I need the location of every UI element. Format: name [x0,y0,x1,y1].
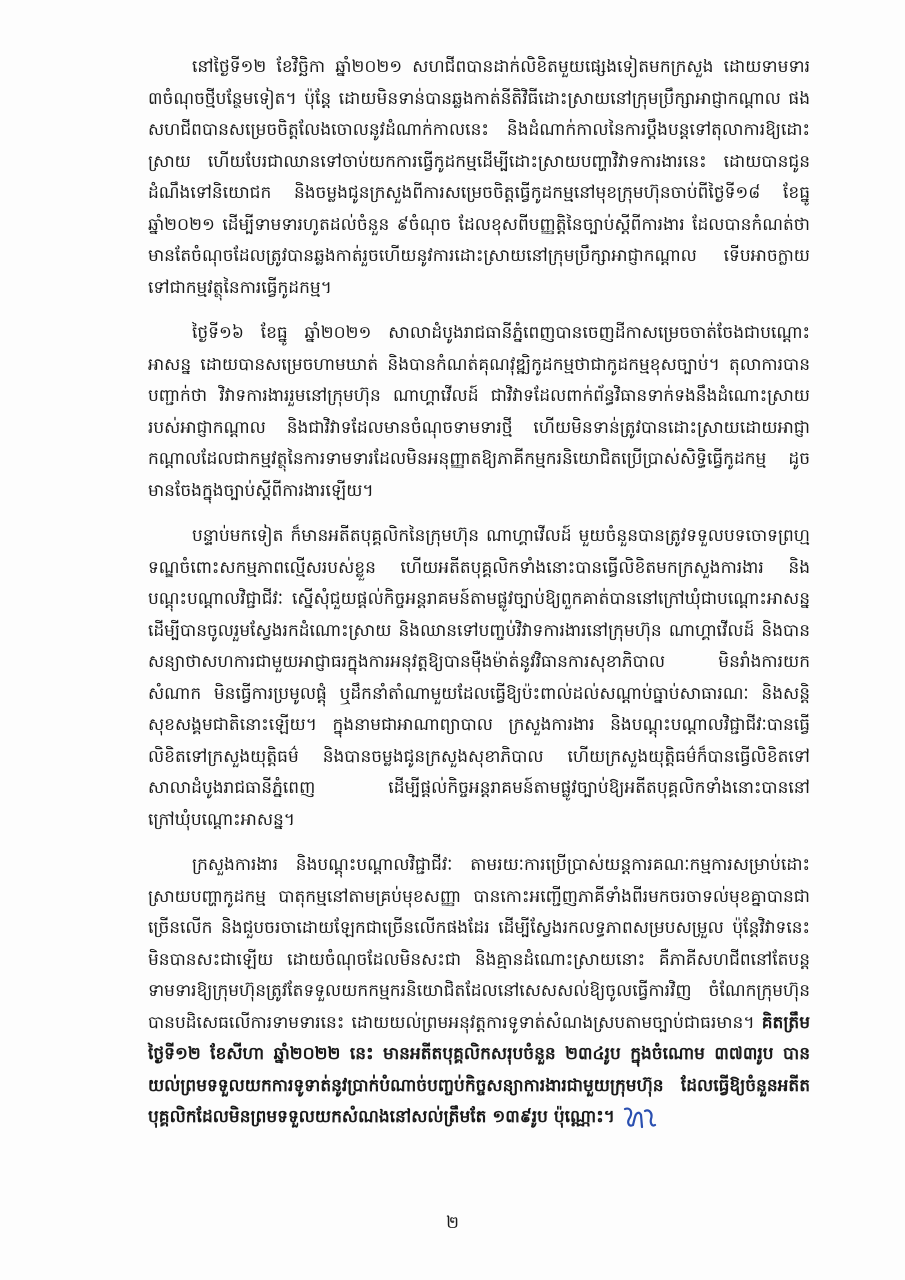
page-number: ២ [446,1213,459,1233]
paragraph-4 [148,850,810,1134]
paragraph-2: ថ្ងៃទី១៦ ខែធ្នូ ឆ្នាំ២០២១ សាលាដំបូងរាជធានីភ្នំពេញបានចេញដីកាសម្រេចចាត់ចែងជាបណ្តោះអាសន្ន ដោយបានសម្រេចហាមឃាត់ និងបានកំណត់គុណវុឌ្ឍិកូដកម្មថាជាកូដកម្មខុសច្បាប់។ តុលាការបានបញ្ជាក់ថា វិវាទការងាររួមនៅក្រុមហ៊ុន ណាហ្គាវើលដ៍ ជាវិវាទដែលពាក់ព័ន្ធវិធានទាក់ទងនឹងដំណោះស្រាយរបស់អាជ្ញាកណ្តាល និងជាវិវាទដែលមានចំណុចទាមទារថ្មី ហើយមិនទាន់ត្រូវបានដោះស្រាយដោយអាជ្ញាកណ្តាលដែលជាកម្មវត្ថុនៃការទាមទារដែលមិនអនុញ្ញាតឱ្យភាគីកម្មករនិយោជិតប្រើប្រាស់សិទ្ធិធ្វើកូដកម្ម ដូចមានចែងក្នុងច្បាប់ស្តីពីការងារឡើយ។ [148,323,810,501]
paragraph-3: បន្ទាប់មកទៀត ក៏មានអតីតបុគ្គលិកនៃក្រុមហ៊ុន ណាហ្គាវើលដ៍ មួយចំនួនបានត្រូវទទួលបទចោទព្រហ្មទណ្ឌចំពោះសកម្មភាពល្មើសរបស់ខ្លួន ហើយអតីតបុគ្គលិកទាំងនោះបានធ្វើលិខិតមកក្រសួងការងារ និងបណ្តុះបណ្តាលវិជ្ជាជីវៈ ស្នើសុំជួយផ្តល់កិច្ចអន្តរាគមន៍តាមផ្លូវច្បាប់ឱ្យពួកគាត់បាននៅក្រៅឃុំជាបណ្តោះអាសន្ន ដើម្បីបានចូលរួមស្វែងរកដំណោះស្រាយ និងឈានទៅបញ្ចប់វិវាទការងារនៅក្រុមហ៊ុន ណាហ្គាវើលដ៍ និងបានសន្យាថាសហការជាមួយអាជ្ញាធរក្នុងការអនុវត្តឱ្យបានម៉ឺងម៉ាត់នូវវិធានការសុខាភិបាល មិនរាំងការយកសំណាក មិនធ្វើការប្រមូលផ្តុំ ឬដឹកនាំតាំណាមួយដែលធ្វើឱ្យប៉ះពាល់ដល់សណ្តាប់ធ្នាប់សាធារណៈ និងសន្តិសុខសង្គមជាតិនោះឡើយ។ ក្នុងនាមជាអាណាព្យាបាល ក្រសួងការងារ និងបណ្តុះបណ្តាលវិជ្ជាជីវៈបានធ្វើលិខិតទៅក្រសួងយុត្តិធម៌ និងបានចម្លងជូនក្រសួងសុខាភិបាល ហើយក្រសួងយុត្តិធម៌ក៏បានធ្វើលិខិតទៅសាលាដំបូងរាជធានីភ្នំពេញ ដើម្បីផ្តល់កិច្ចអន្តរាគមន៍តាមផ្លូវច្បាប់ឱ្យអតីតបុគ្គលិកទាំងនោះបាននៅក្រៅឃុំបណ្តោះអាសន្ន។ [148,526,810,830]
closing-bold-text: គិតត្រឹមថ្ងៃទី១២ ខែសីហា ឆ្នាំ២០២២ នេះ មានអតីតបុគ្គលិកសរុបចំនួន ២៣៤រូប ក្នុងចំណោម ៣៧៣រូប បានយល់ព្រមទទួលយកការទូទាត់នូវប្រាក់បំណាច់បញ្ចប់កិច្ចសន្យាការងារជាមួយក្រុមហ៊ុន ដែលធ្វើឱ្យចំនួនអតីតបុគ្គលិកដែលមិនព្រមទទួលយកសំណងនៅសល់ត្រឹមតែ ១៣៩រូប ប៉ុណ្ណោះ។ [148,1012,810,1127]
document-body [148,52,810,1148]
handwritten-initial-icon [621,1103,657,1131]
paragraph-4-text: ក្រសួងការងារ និងបណ្តុះបណ្តាលវិជ្ជាជីវៈ តាមរយៈការប្រើប្រាស់យន្តការគណៈកម្មការសម្រាប់ដោះស្រាយបញ្ហាកូដកម្ម បាតុកម្មនៅតាមគ្រប់មុខសញ្ញា បានកោះអញ្ជើញភាគីទាំងពីរមកចរចាទល់មុខគ្នាបានជាច្រើនលើក និងជួបចរចាដោយឡែកជាច្រើនលើកផងដែរ ដើម្បីស្វែងរកលទ្ធភាពសម្របសម្រួល ប៉ុន្តែវិវាទនេះមិនបានសះជាឡើយ ដោយចំណុចដែលមិនសះជា និងគ្មានដំណោះស្រាយនោះ គឺភាគីសហជីពនៅតែបន្តទាមទារឱ្យក្រុមហ៊ុនត្រូវតែទទួលយកកម្មករនិយោជិតដែលនៅសេសសល់ឱ្យចូលធ្វើការវិញ ចំណែកក្រុមហ៊ុនបានបដិសេធលើការទាមទារនេះ ដោយយល់ព្រមអនុវត្តការទូទាត់សំណងស្របតាមច្បាប់ជាធរមាន។ [148,855,810,1033]
paragraph-1: នៅថ្ងៃទី១២ ខែវិច្ឆិកា ឆ្នាំ២០២១ សហជីពបានដាក់លិខិតមួយផ្សេងទៀតមកក្រសួង ដោយទាមទារ ៣ចំណុចថ្មីបន្ថែមទៀត។ ប៉ុន្តែ ដោយមិនទាន់បានឆ្លងកាត់នីតិវិធីដោះស្រាយនៅក្រុមប្រឹក្សាអាជ្ញាកណ្តាល ផង សហជីពបានសម្រេចចិត្តលែងចោលនូវដំណាក់កាលនេះ និងដំណាក់កាលនៃការប្តឹងបន្តទៅតុលាការឱ្យដោះស្រាយ ហើយបែរជាឈានទៅចាប់យកការធ្វើកូដកម្មដើម្បីដោះស្រាយបញ្ហាវិវាទការងារនេះ ដោយបានជូនដំណឹងទៅនិយោជក និងចម្លងជូនក្រសួងពីការសម្រេចចិត្តធ្វើកូដកម្មនៅមុខក្រុមហ៊ុនចាប់ពីថ្ងៃទី១៨ ខែធ្នូ ឆ្នាំ២០២១ ដើម្បីទាមទារហូតដល់ចំនួន ៩ចំណុច ដែលខុសពីបញ្ញត្តិនៃច្បាប់ស្តីពីការងារ ដែលបានកំណត់ថាមានតែចំណុចដែលត្រូវបានឆ្លងកាត់រួចហើយនូវការដោះស្រាយនៅក្រុមប្រឹក្សាអាជ្ញាកណ្តាល ទើបអាចក្លាយទៅជាកម្មវត្ថុនៃការធ្វើកូដកម្ម។ [148,57,810,298]
